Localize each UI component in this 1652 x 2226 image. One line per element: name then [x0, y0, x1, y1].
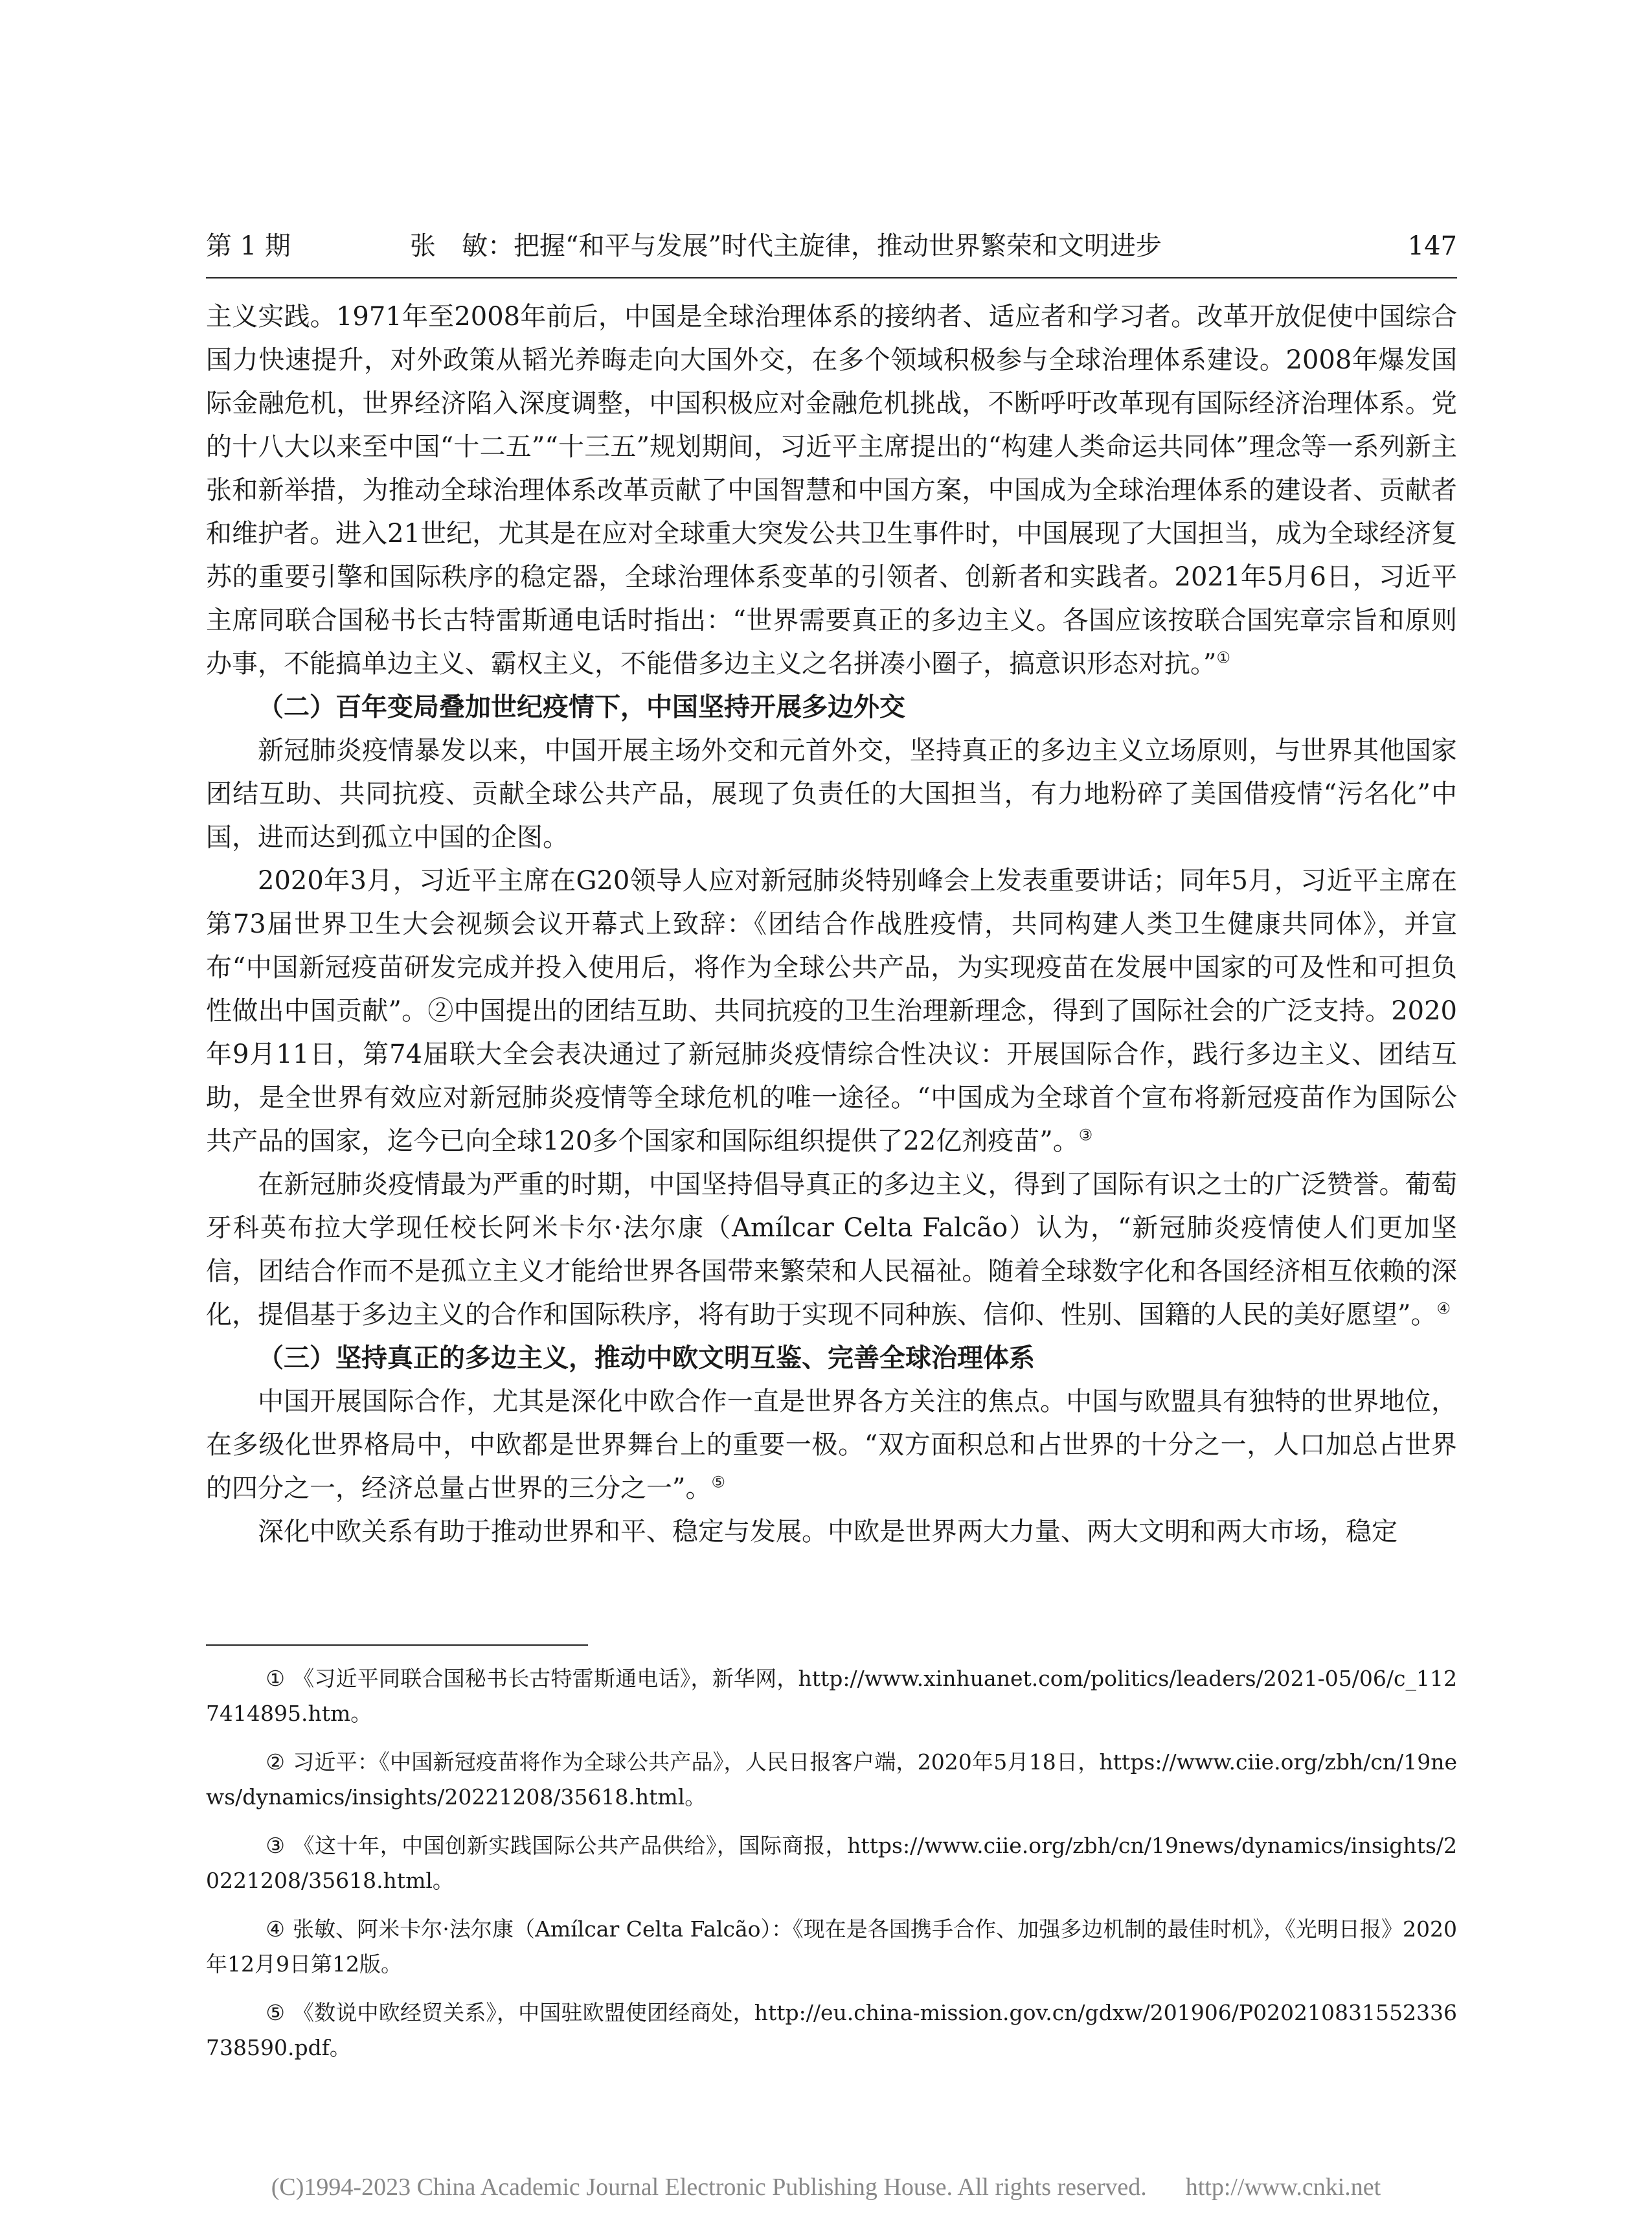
- footnote-separator: [206, 1644, 588, 1646]
- section-heading: [206, 1337, 1457, 1380]
- section-heading-text: （三）坚持真正的多边主义，推动中欧文明互鉴、完善全球治理体系: [258, 1343, 1035, 1373]
- footnote-item: [206, 1661, 1457, 1731]
- copyright-footer: [0, 2173, 1652, 2205]
- cnki-link[interactable]: http://www.cnki.net: [1185, 2174, 1381, 2201]
- body-paragraph: [206, 295, 1457, 686]
- article-body: [206, 295, 1457, 1554]
- footnote-mark: ③: [266, 1833, 286, 1858]
- section-heading-text: （二）百年变局叠加世纪疫情下，中国坚持开展多边外交: [258, 692, 905, 722]
- footnote-text: 《数说中欧经贸关系》，中国驻欧盟使团经商处，http://eu.china-mission.gov.cn/gdxw/201906/P020210831552336738590.pdf。: [206, 2000, 1457, 2060]
- paragraph-text: 深化中欧关系有助于推动世界和平、稳定与发展。中欧是世界两大力量、两大文明和两大市场，稳定: [258, 1517, 1397, 1547]
- section-heading: [206, 686, 1457, 729]
- body-paragraph: [206, 859, 1457, 1163]
- footnote-item: [206, 1828, 1457, 1898]
- body-paragraph: [206, 1510, 1457, 1554]
- paragraph-text: 主义实践。1971年至2008年前后，中国是全球治理体系的接纳者、适应者和学习者。改革开放促使中国综合国力快速提升，对外政策从韬光养晦走向大国外交，在多个领域积极参与全球治理体系建设。2008年爆发国际金融危机，世界经济陷入深度调整，中国积极应对金融危机挑战，不断呼吁改革现有国际经济治理体系。党的十八大以来至中国“十二五”“十三五”规划期间，习近平主席提出的“构建人类命运共同体”理念等一系列新主张和新举措，为推动全球治理体系改革贡献了中国智慧和中国方案，中国成为全球治理体系的建设者、贡献者和维护者。进入21世纪，尤其是在应对全球重大突发公共卫生事件时，中国展现了大国担当，成为全球经济复苏的重要引擎和国际秩序的稳定器，全球治理体系变革的引领者、创新者和实践者。2021年5月6日，习近平主席同联合国秘书长古特雷斯通电话时指出：“世界需要真正的多边主义。各国应该按联合国宪章宗旨和原则办事，不能搞单边主义、霸权主义，不能借多边主义之名拼凑小圈子，搞意识形态对抗。”: [206, 302, 1457, 679]
- footnote-text: 《习近平同联合国秘书长古特雷斯通电话》，新华网，http://www.xinhuanet.com/politics/leaders/2021-05/06/c_1127414895.htm。: [206, 1666, 1457, 1726]
- running-header: [206, 227, 1457, 266]
- paragraph-text: 中国开展国际合作，尤其是深化中欧合作一直是世界各方关注的焦点。中国与欧盟具有独特的世界地位，在多级化世界格局中，中欧都是世界舞台上的重要一极。“双方面积总和占世界的十分之一，人口加总占世界的四分之一，经济总量占世界的三分之一”。: [206, 1387, 1457, 1503]
- paragraph-text: 2020年3月，习近平主席在G20领导人应对新冠肺炎特别峰会上发表重要讲话；同年5月，习近平主席在第73届世界卫生大会视频会议开幕式上致辞：《团结合作战胜疫情，共同构建人类卫生健康共同体》，并宣布“中国新冠疫苗研发完成并投入使用后，将作为全球公共产品，为实现疫苗在发展中国家的可及性和可担负性做出中国贡献”。②中国提出的团结互助、共同抗疫的卫生治理新理念，得到了国际社会的广泛支持。2020年9月11日，第74届联大全会表决通过了新冠肺炎疫情综合性决议：开展国际合作，践行多边主义、团结互助，是全世界有效应对新冠肺炎疫情等全球危机的唯一途径。“中国成为全球首个宣布将新冠疫苗作为国际公共产品的国家，迄今已向全球120多个国家和国际组织提供了22亿剂疫苗”。: [206, 866, 1457, 1156]
- copyright-text: (C)1994-2023 China Academic Journal Electronic Publishing House. All rights reserved.: [271, 2174, 1147, 2201]
- footnote-reference[interactable]: ①: [1216, 648, 1230, 667]
- issue-number: 第 1 期: [206, 231, 291, 261]
- footnote-reference[interactable]: ③: [1078, 1126, 1093, 1144]
- paragraph-text: 在新冠肺炎疫情最为严重的时期，中国坚持倡导真正的多边主义，得到了国际有识之士的广泛赞誉。葡萄牙科英布拉大学现任校长阿米卡尔·法尔康（Amílcar Celta Falcão）认为，“新冠肺炎疫情使人们更加坚信，团结合作而不是孤立主义才能给世界各国带来繁荣和人民福祉。随着全球数字化和各国经济相互依赖的深化，提倡基于多边主义的合作和国际秩序，将有助于实现不同种族、信仰、性别、国籍的人民的美好愿望”。: [206, 1170, 1457, 1330]
- header-rule: [206, 277, 1457, 278]
- footnote-text: 张敏、阿米卡尔·法尔康（Amílcar Celta Falcão）：《现在是各国携手合作、加强多边机制的最佳时机》，《光明日报》2020年12月9日第12版。: [206, 1916, 1457, 1977]
- footnote-reference[interactable]: ④: [1436, 1299, 1451, 1318]
- footnote-text: 《这十年，中国创新实践国际公共产品供给》，国际商报，https://www.ciie.org/zbh/cn/19news/dynamics/insights/20221208/35618.html。: [206, 1833, 1457, 1893]
- footnotes: [206, 1661, 1457, 2079]
- page-number: 147: [1407, 231, 1457, 261]
- running-title: 张 敏：把握“和平与发展”时代主旋律，推动世界繁荣和文明进步: [410, 231, 1162, 261]
- footnote-item: [206, 1995, 1457, 2065]
- footnote-item: [206, 1745, 1457, 1815]
- body-paragraph: [206, 1380, 1457, 1510]
- footnote-mark: ①: [266, 1666, 286, 1691]
- footnote-text: 习近平：《中国新冠疫苗将作为全球公共产品》，人民日报客户端，2020年5月18日，https://www.ciie.org/zbh/cn/19news/dynamics/insights/20221208/35618.html。: [206, 1749, 1457, 1810]
- footnote-reference[interactable]: ⑤: [711, 1473, 725, 1492]
- footnote-mark: ②: [266, 1749, 286, 1775]
- footnote-mark: ④: [266, 1916, 286, 1942]
- body-paragraph: [206, 729, 1457, 859]
- footnote-item: [206, 1912, 1457, 1982]
- footnote-mark: ⑤: [266, 2000, 286, 2025]
- body-paragraph: [206, 1163, 1457, 1337]
- paragraph-text: 新冠肺炎疫情暴发以来，中国开展主场外交和元首外交，坚持真正的多边主义立场原则，与世界其他国家团结互助、共同抗疫、贡献全球公共产品，展现了负责任的大国担当，有力地粉碎了美国借疫情“污名化”中国，进而达到孤立中国的企图。: [206, 736, 1457, 852]
